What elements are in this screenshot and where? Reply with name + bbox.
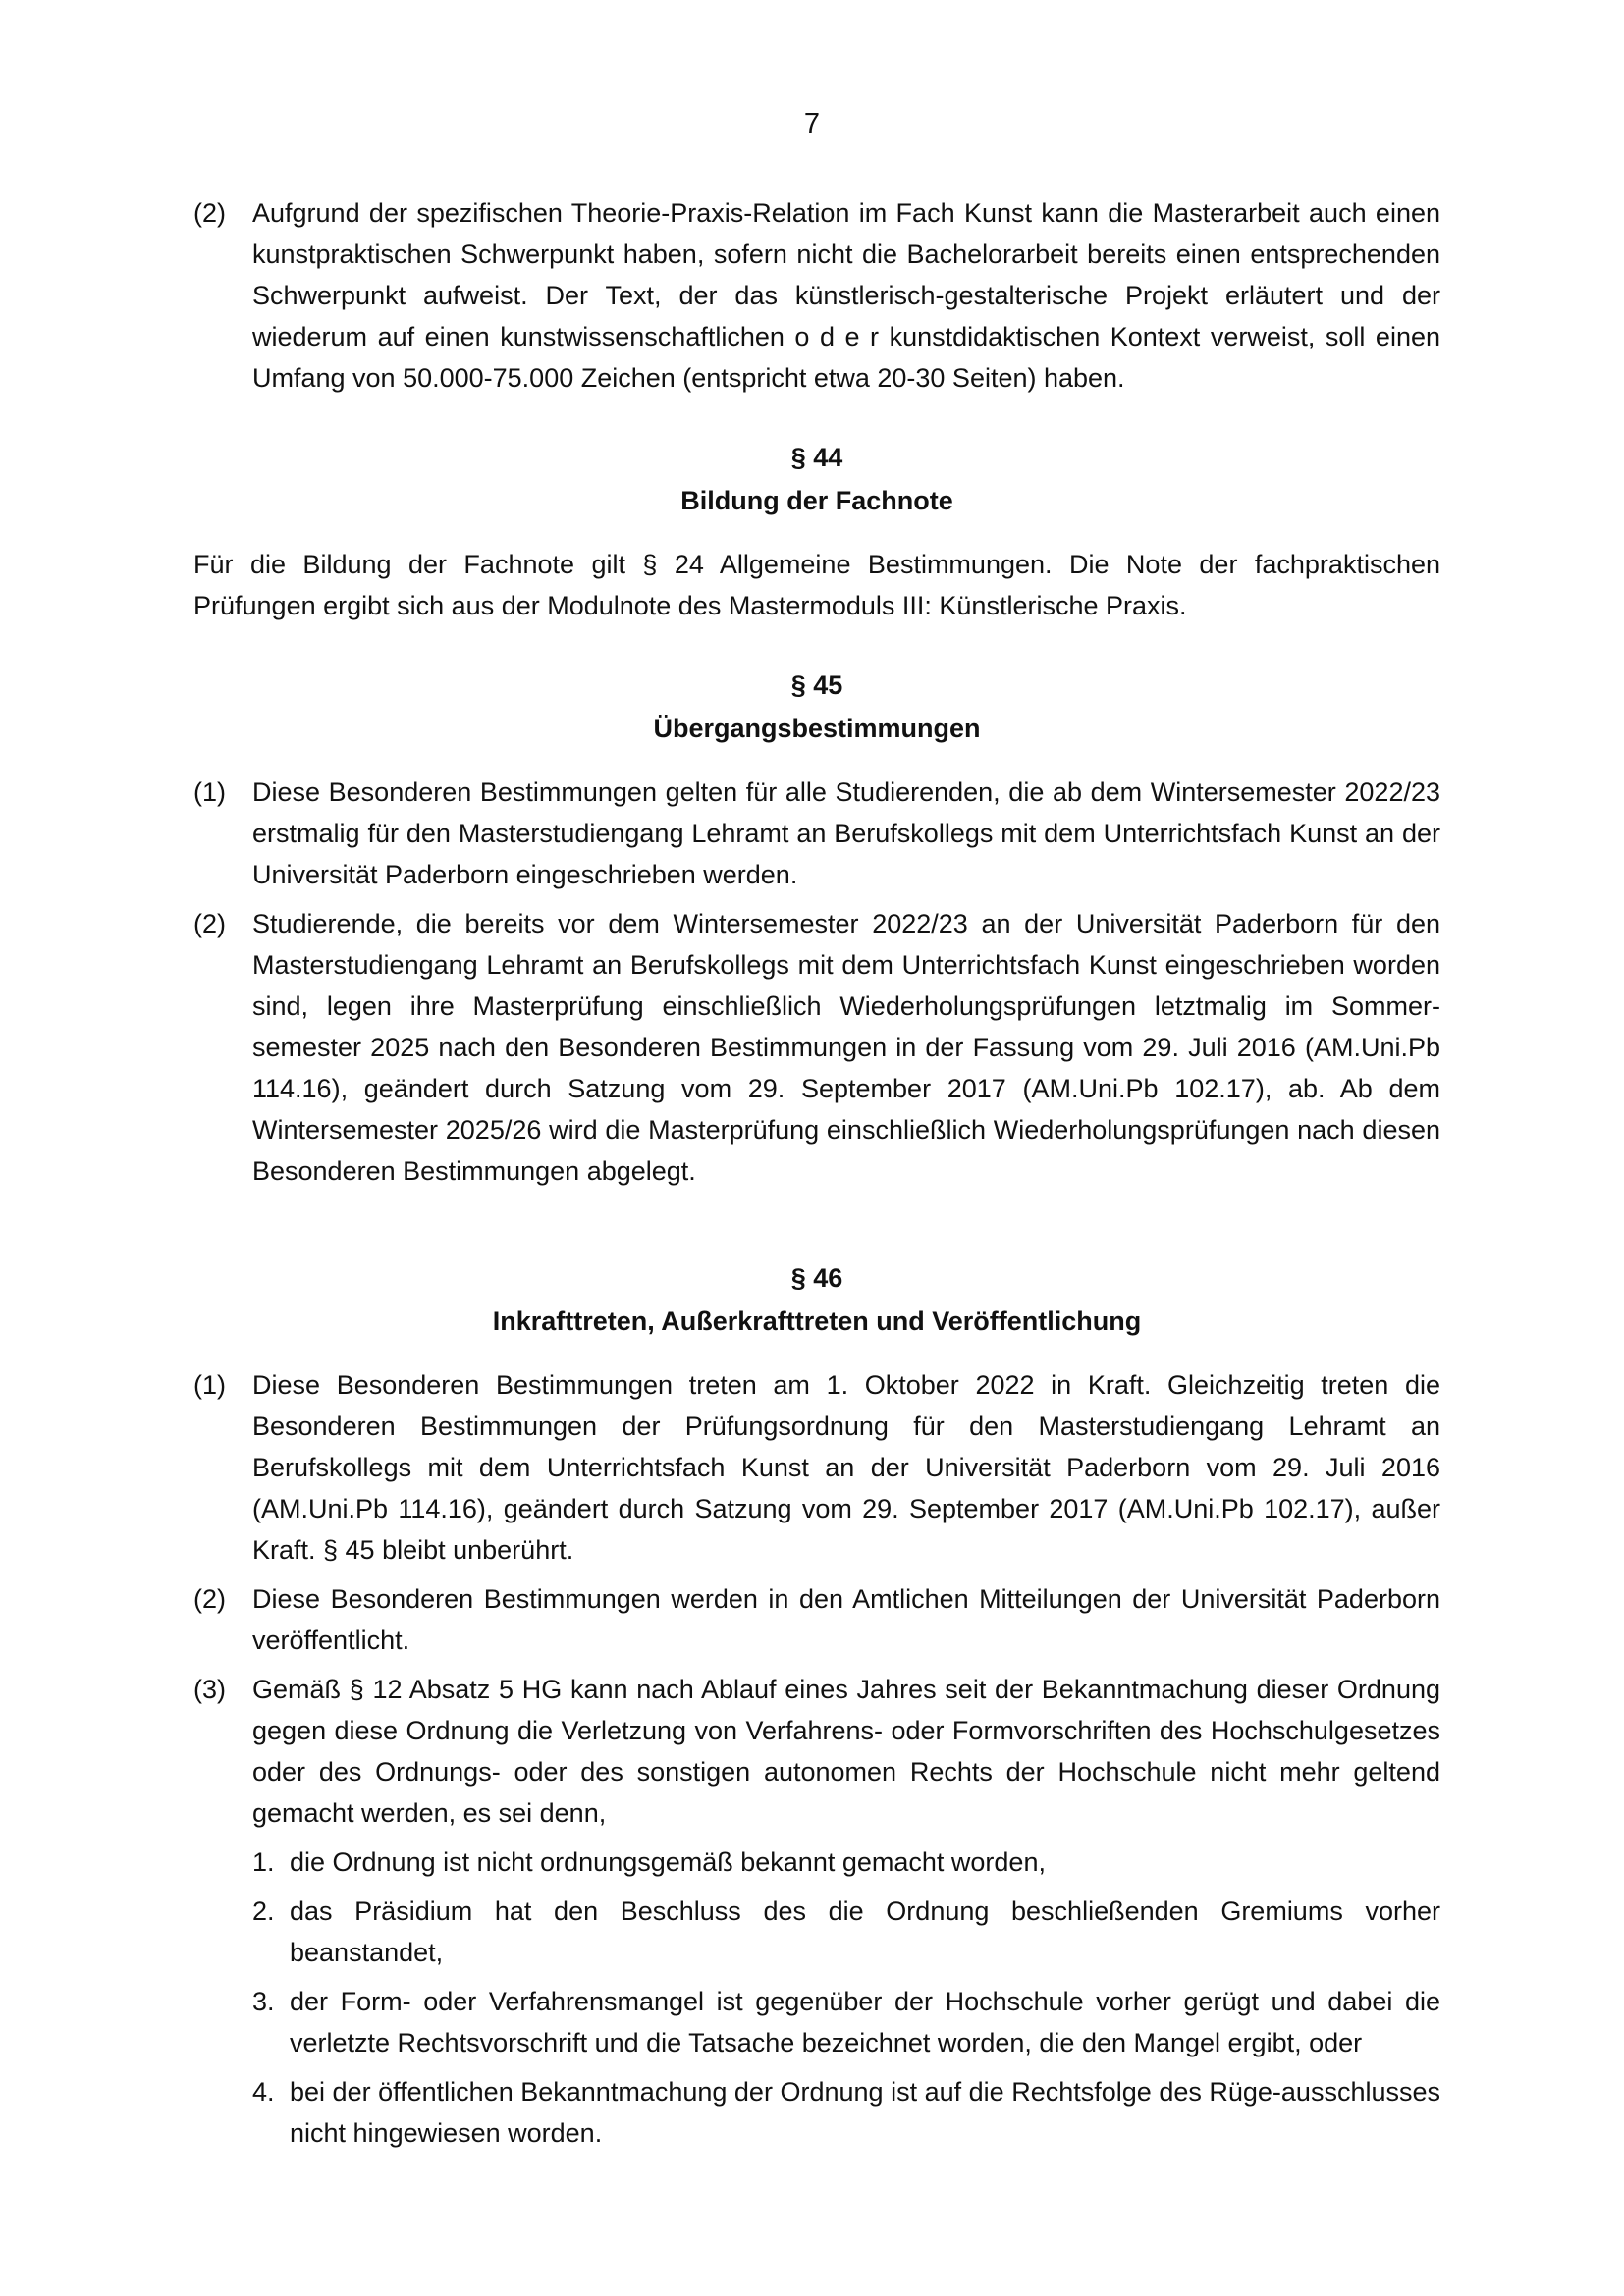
item-text: Diese Besonderen Bestimmungen gelten für alle Studierenden, die ab dem Wintersemester 2022/23 erstmalig für den Masterstudiengang Lehramt an Berufskollegs mit dem Unterrichtsfach Kunst an der Universität Paderborn eingeschrieben werden.	[252, 777, 1440, 889]
section-number: § 44	[790, 443, 843, 472]
paragraph-item	[193, 772, 1440, 895]
paragraph-item	[193, 1578, 1440, 1661]
list-item	[252, 1981, 1440, 2063]
section-title: Übergangsbestimmungen	[653, 714, 981, 743]
item-text: Aufgrund der spezifischen Theorie-Praxis-Relation im Fach Kunst kann die Masterarbeit auch einen kunstpraktischen Schwerpunkt haben, sofern nicht die Bachelorarbeit bereits einen entsprechenden Schwerpunkt aufweist. Der Text, der das künstlerisch-gestalterische Projekt erläutert und der wiederum auf einen kunstwissenschaftlichen o d e r kunstdidaktischen Kontext verweist, soll einen Umfang von 50.000-75.000 Zeichen (entspricht etwa 20-30 Seiten) haben.	[252, 198, 1440, 393]
section-number: § 46	[790, 1263, 843, 1293]
section-number: § 45	[790, 670, 843, 700]
list-item-text: die Ordnung ist nicht ordnungsgemäß bekannt gemacht worden,	[290, 1847, 1046, 1877]
section-text: Für die Bildung der Fachnote gilt § 24 Allgemeine Bestimmungen. Die Note der fachpraktischen Prüfungen ergibt sich aus der Modulnote des Mastermoduls III: Künstlerische Praxis.	[193, 550, 1440, 620]
item-number: (2)	[193, 1584, 226, 1614]
item-text: Diese Besonderen Bestimmungen werden in den Amtlichen Mitteilungen der Universität Paderborn veröffentlicht.	[252, 1584, 1440, 1655]
paragraph-item	[193, 1364, 1440, 1571]
list-item-number: 4.	[252, 2077, 275, 2107]
paragraph-item	[193, 903, 1440, 1192]
section-title: Inkrafttreten, Außerkrafttreten und Veröffentlichung	[492, 1307, 1142, 1336]
list-item-text: das Präsidium hat den Beschluss des die Ordnung beschließenden Gremiums vorher beanstandet,	[290, 1896, 1440, 1967]
list-item	[252, 2071, 1440, 2154]
item-number: (1)	[193, 777, 226, 807]
item-text: Gemäß § 12 Absatz 5 HG kann nach Ablauf eines Jahres seit der Bekanntmachung dieser Ordnung gegen diese Ordnung die Verletzung von Verfahrens- oder Formvorschriften des Hochschulgesetzes oder des Ordnungs- oder des sonstigen autonomen Rechts der Hochschule nicht mehr geltend gemacht werden, es sei denn,	[252, 1675, 1440, 1828]
list-item-text: bei der öffentlichen Bekanntmachung der Ordnung ist auf die Rechtsfolge des Rüge-ausschlusses nicht hingewiesen worden.	[290, 2077, 1440, 2148]
page-number: 7	[803, 108, 821, 139]
item-text: Studierende, die bereits vor dem Wintersemester 2022/23 an der Universität Paderborn für den Masterstudiengang Lehramt an Berufskollegs mit dem Unterrichtsfach Kunst eingeschrieben worden sind, legen ihre Masterprüfung einschließlich Wiederholungsprüfungen letztmalig im Sommer-semester 2025 nach den Besonderen Bestimmungen in der Fassung vom 29. Juli 2016 (AM.Uni.Pb 114.16), geändert durch Satzung vom 29. September 2017 (AM.Uni.Pb 102.17), ab. Ab dem Wintersemester 2025/26 wird die Masterprüfung einschließlich Wiederholungsprüfungen nach diesen Besonderen Bestimmungen abgelegt.	[252, 909, 1440, 1186]
list-item	[252, 1891, 1440, 1973]
list-item	[252, 1842, 1440, 1883]
item-number: (3)	[193, 1675, 226, 1704]
item-number: (1)	[193, 1370, 226, 1400]
item-number: (2)	[193, 198, 226, 228]
paragraph-item	[193, 192, 1440, 399]
section-title: Bildung der Fachnote	[680, 486, 953, 515]
list-item-number: 3.	[252, 1987, 275, 2016]
list-item-text: der Form- oder Verfahrensmangel ist gegenüber der Hochschule vorher gerügt und dabei die verletzte Rechtsvorschrift und die Tatsache bezeichnet worden, die den Mangel ergibt, oder	[290, 1987, 1440, 2057]
list-item-number: 2.	[252, 1896, 275, 1926]
item-number: (2)	[193, 909, 226, 938]
item-text: Diese Besonderen Bestimmungen treten am 1. Oktober 2022 in Kraft. Gleichzeitig treten die Besonderen Bestimmungen der Prüfungsordnung für den Masterstudiengang Lehramt an Berufskollegs mit dem Unterrichtsfach Kunst an der Universität Paderborn vom 29. Juli 2016 (AM.Uni.Pb 114.16), geändert durch Satzung vom 29. September 2017 (AM.Uni.Pb 102.17), außer Kraft. § 45 bleibt unberührt.	[252, 1370, 1440, 1565]
page-content	[193, 192, 1440, 2162]
paragraph-item	[193, 1669, 1440, 1834]
list-item-number: 1.	[252, 1847, 275, 1877]
